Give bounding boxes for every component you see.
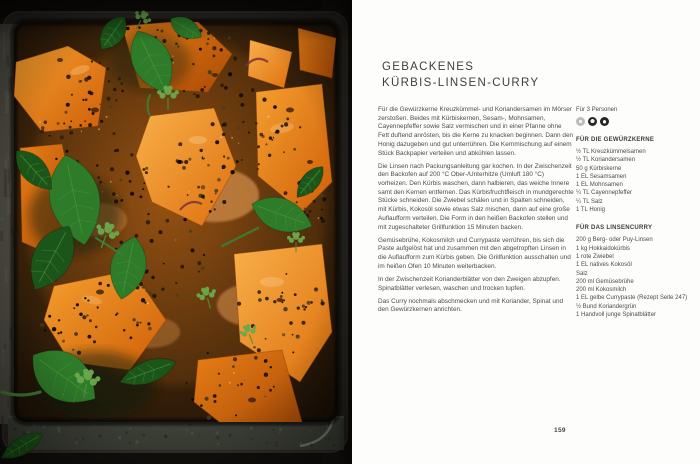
recipe-badges	[576, 117, 699, 126]
ingredient-item: 200 ml Kokosmilch	[576, 287, 627, 294]
ingredient-item: 1 EL natives Kokosöl	[576, 262, 632, 269]
recipe-badge-light-icon	[576, 117, 585, 126]
recipe-badge-dark-icon-1	[588, 117, 597, 126]
recipe-badge-dark-icon-2	[600, 117, 609, 126]
ingredients-column	[576, 106, 699, 319]
ingredient-item: 1 rote Zwiebel	[576, 253, 614, 260]
ingredient-list	[576, 236, 699, 319]
ingredient-item: 1 TL Honig	[576, 207, 606, 214]
recipe-title	[382, 60, 642, 92]
ingredient-item: 200 g Berg- oder Puy-Linsen	[576, 237, 653, 244]
instruction-paragraph: Die Linsen nach Packungsanleitung gar kochen. In der Zwischenzeit den Backofen auf 200 °C Ober-/Unterhitze (Umluft 180 °C) vorheizen. Den Kürbis waschen, dann halbieren, das weiche Innere samt den Kernen entfernen. Das Kürbisfruchtfleisch in mundgerechte Stücke schneiden. Die Zwiebel schälen und in Spalten schneiden, mit Kürbis, Kokosöl sowie etwas Salz mischen, dann auf eine große Auflaufform verteilen. Die Form in den heißen Backofen stellen und mit zugeschalteter Grillfunktion 15 Minuten backen.	[378, 162, 574, 231]
serving-info: Für 3 Personen	[576, 107, 618, 113]
ingredient-item: 50 g Kürbiskerne	[576, 165, 622, 172]
instruction-paragraph: In der Zwischenzeit Korianderblätter von den Zweigen abzupfen. Spinatblätter verlesen, waschen und trocken tupfen.	[378, 275, 561, 292]
recipe-title-line2: KÜRBIS-LINSEN-CURRY	[382, 76, 540, 89]
instruction-paragraph: Das Curry nochmals abschmecken und mit Koriander, Spinat und den Gewürzkernen anrichten.	[378, 297, 564, 314]
recipe-title-line1: GEBACKENES	[382, 61, 475, 73]
ingredient-item: 1 kg Hokkaidokürbis	[576, 245, 631, 252]
ingredient-item: ½ Bund Koriandergrün	[576, 303, 637, 310]
instruction-paragraph: Gemüsebrühe, Kokosmilch und Currypaste verrühren, bis sich die Paste aufgelöst hat und zusammen mit den abgetropften Linsen in die Auflaufform zum Kürbis geben. Die Grillfunktion ausschalten und im heißen Ofen 10 Minuten weiterbacken.	[378, 236, 571, 270]
ingredient-item: ½ TL Kreuzkümmelsamen	[576, 149, 646, 155]
ingredient-item: 1 Handvoll junge Spinatblätter	[576, 312, 657, 319]
ingredient-item: Salz	[576, 270, 588, 277]
ingredient-item: ¼ TL Salz	[576, 198, 603, 205]
recipe-instructions	[378, 106, 574, 319]
instruction-paragraph: Für die Gewürzkerne Kreuzkümmel- und Koriandersamen im Mörser zerstoßen. Beides mit Kürbiskernen, Sesam-, Mohnsamen, Cayennepfeffer sowie Salz vermischen und in einer Pfanne ohne Fett duftend anrösten, bis die Kerne zu knacken beginnen. Dann den Honig dazugeben und gut unterrühren. Die Kernmischung auf einem Stück Backpapier verteilen und abkühlen lassen.	[378, 106, 574, 157]
ingredient-item: 1 EL Mohnsamen	[576, 182, 623, 189]
ingredients-section-lentil-curry	[576, 225, 699, 319]
ingredient-item: 1 EL Sesamsamen	[576, 173, 627, 180]
ingredient-item: 1 EL gelbe Currypaste (Rezept Seite 247)	[576, 295, 688, 302]
section-heading: FÜR DIE GEWÜRZKERNE	[576, 137, 655, 143]
page-number: 159	[554, 427, 566, 434]
ingredient-item: 200 ml Gemüsebrühe	[576, 278, 634, 285]
ingredients-section-spice-seeds	[576, 137, 699, 214]
ingredient-item: ½ TL Koriandersamen	[576, 157, 636, 164]
ingredient-item: ¼ TL Cayennepfeffer	[576, 190, 632, 197]
recipe-page	[352, 0, 700, 464]
ingredient-list	[576, 148, 699, 214]
section-heading: FÜR DAS LINSENCURRY	[576, 225, 653, 232]
